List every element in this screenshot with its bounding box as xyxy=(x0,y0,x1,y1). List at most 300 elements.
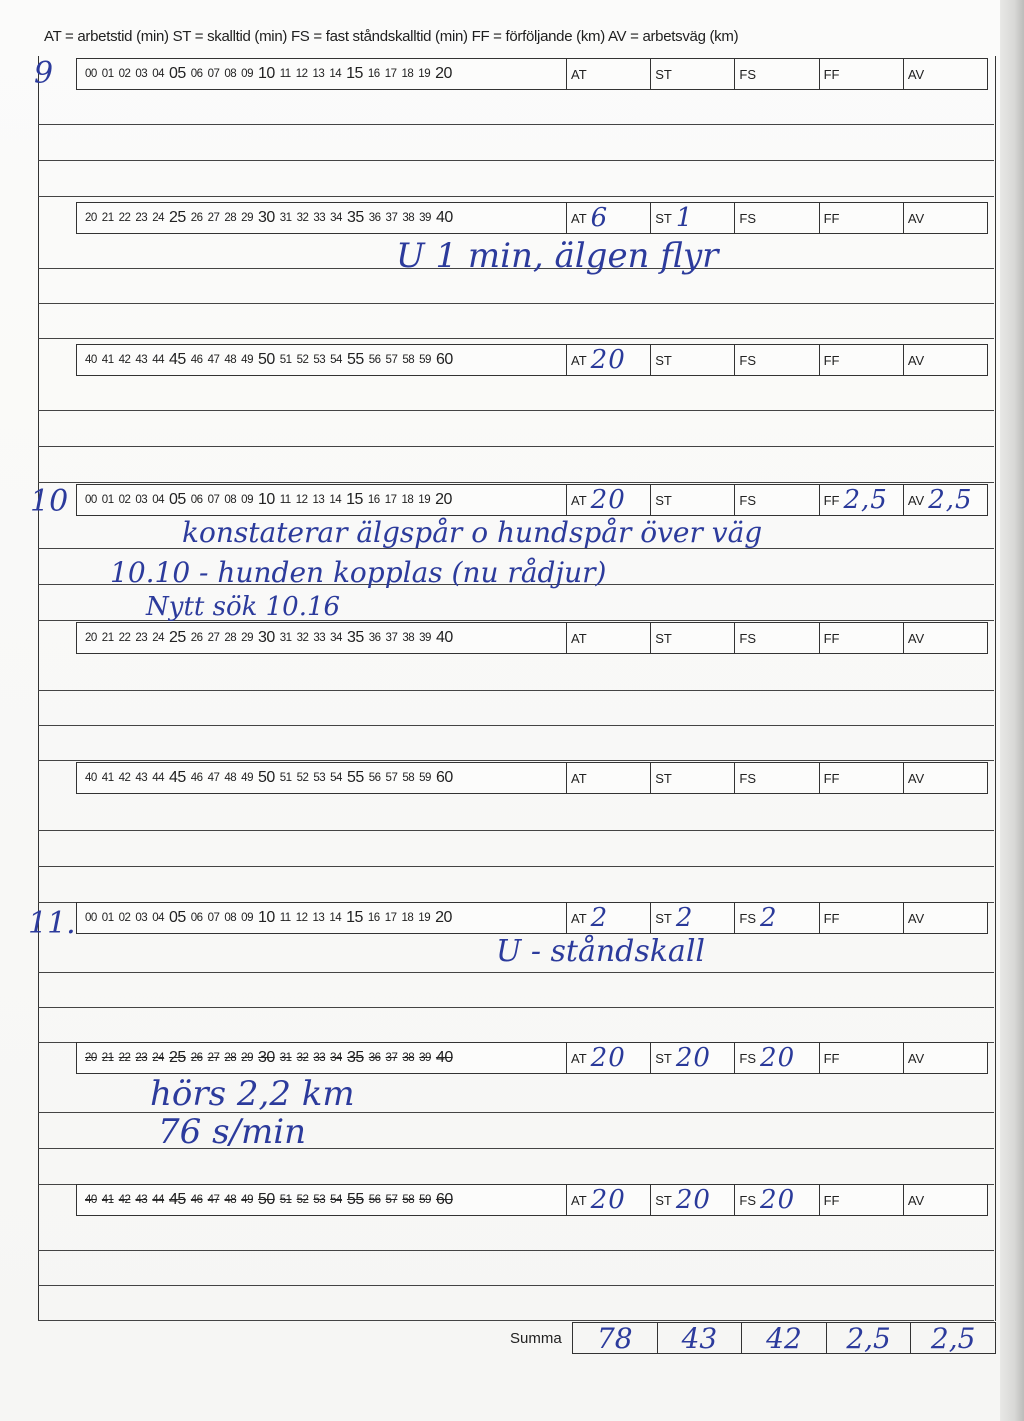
minute-tick: 07 xyxy=(207,494,220,506)
minute-tick: 53 xyxy=(313,354,326,366)
minute-tick: 03 xyxy=(135,912,148,924)
at-value: 6 xyxy=(590,203,609,233)
minute-tick: 25 xyxy=(168,209,186,226)
at-value: 2 xyxy=(590,903,609,933)
minute-tick: 55 xyxy=(346,769,364,786)
fs-label: FS xyxy=(739,492,757,508)
summa-st: 43 xyxy=(658,1323,743,1353)
minute-tick: 22 xyxy=(118,1052,131,1064)
minute-tick: 35 xyxy=(346,1049,364,1066)
minute-tick: 31 xyxy=(279,1052,292,1064)
minute-tick: 16 xyxy=(367,494,380,506)
minute-tick: 17 xyxy=(384,68,397,80)
ff-cell xyxy=(820,485,904,515)
minute-tick: 30 xyxy=(257,629,275,646)
minute-tick: 16 xyxy=(367,68,380,80)
at-cell xyxy=(567,1185,651,1215)
handwritten-note: U 1 min, älgen flyr xyxy=(396,236,719,276)
minute-tick: 11 xyxy=(279,912,291,924)
minute-ticks xyxy=(77,623,567,653)
minute-tick: 57 xyxy=(385,354,398,366)
minute-tick: 06 xyxy=(190,68,203,80)
summa-at: 78 xyxy=(573,1323,658,1353)
handwritten-note: hörs 2,2 km xyxy=(150,1074,355,1114)
time-row-40-60 xyxy=(76,762,988,794)
summa-row xyxy=(572,1322,996,1354)
minute-tick: 01 xyxy=(101,912,114,924)
block-number-10: 10 xyxy=(30,484,69,519)
minute-tick: 46 xyxy=(190,1194,203,1206)
ff-cell xyxy=(820,903,904,933)
minute-tick: 43 xyxy=(135,1194,148,1206)
minute-tick: 44 xyxy=(152,1194,164,1206)
at-cell xyxy=(567,203,651,233)
minute-ticks xyxy=(77,345,567,375)
minute-tick: 17 xyxy=(384,494,397,506)
at-label: AT xyxy=(571,1050,587,1066)
minute-tick: 59 xyxy=(419,772,431,784)
fs-cell xyxy=(735,1043,819,1073)
minute-tick: 04 xyxy=(152,68,164,80)
minute-tick: 47 xyxy=(207,1194,220,1206)
minute-tick: 40 xyxy=(85,1194,97,1206)
minute-tick: 14 xyxy=(329,912,342,924)
st-cell xyxy=(651,1185,735,1215)
rule-line xyxy=(38,196,994,197)
ff-cell xyxy=(820,763,904,793)
minute-tick: 05 xyxy=(168,909,186,926)
rule-line xyxy=(38,482,994,483)
at-cell xyxy=(567,623,651,653)
minute-tick: 10 xyxy=(257,491,275,508)
minute-tick: 08 xyxy=(224,68,237,80)
minute-tick: 08 xyxy=(224,494,237,506)
minute-tick: 22 xyxy=(118,212,131,224)
time-row-40-60 xyxy=(76,1184,988,1216)
st-cell xyxy=(651,203,735,233)
av-cell xyxy=(904,623,987,653)
minute-tick: 02 xyxy=(118,912,131,924)
fs-label: FS xyxy=(739,210,757,226)
minute-tick: 60 xyxy=(435,351,453,368)
minute-tick: 29 xyxy=(241,632,253,644)
handwritten-note: Nytt sök 10.16 xyxy=(146,592,341,622)
minute-tick: 57 xyxy=(385,772,398,784)
minute-ticks xyxy=(77,903,567,933)
st-cell xyxy=(651,623,735,653)
minute-tick: 40 xyxy=(85,354,97,366)
minute-tick: 41 xyxy=(101,1194,114,1206)
paper-edge xyxy=(1000,0,1024,1421)
minute-tick: 13 xyxy=(312,68,325,80)
minute-ticks xyxy=(77,59,567,89)
minute-tick: 40 xyxy=(85,772,97,784)
minute-tick: 20 xyxy=(85,1052,97,1064)
minute-tick: 01 xyxy=(101,68,114,80)
minute-tick: 50 xyxy=(257,351,275,368)
fs-label: FS xyxy=(739,352,757,368)
rule-line xyxy=(38,1285,994,1286)
av-cell xyxy=(904,59,987,89)
at-label: AT xyxy=(571,66,587,82)
minute-tick: 51 xyxy=(279,354,292,366)
at-value: 20 xyxy=(590,345,626,375)
rule-line xyxy=(38,760,994,761)
minute-tick: 15 xyxy=(346,909,363,926)
minute-tick: 36 xyxy=(368,632,381,644)
rule-line xyxy=(38,124,994,125)
minute-ticks xyxy=(77,1043,567,1073)
at-cell xyxy=(567,763,651,793)
minute-tick: 58 xyxy=(402,1194,415,1206)
minute-tick: 45 xyxy=(168,351,186,368)
minute-tick: 23 xyxy=(135,632,148,644)
minute-tick: 20 xyxy=(435,65,452,82)
minute-tick: 04 xyxy=(152,912,164,924)
minute-tick: 39 xyxy=(419,212,431,224)
minute-tick: 00 xyxy=(85,68,97,80)
ff-label: FF xyxy=(823,210,840,226)
minute-tick: 50 xyxy=(257,769,275,786)
minute-tick: 32 xyxy=(296,1052,309,1064)
minute-tick: 54 xyxy=(330,1194,342,1206)
rule-line xyxy=(38,690,994,691)
minute-tick: 26 xyxy=(190,212,203,224)
minute-tick: 20 xyxy=(85,212,97,224)
fs-label: FS xyxy=(739,770,757,786)
rule-line xyxy=(38,410,994,411)
ff-cell xyxy=(820,623,904,653)
rule-line xyxy=(38,725,994,726)
minute-tick: 02 xyxy=(118,494,131,506)
minute-tick: 54 xyxy=(330,354,342,366)
at-label: AT xyxy=(571,630,587,646)
minute-tick: 38 xyxy=(402,632,415,644)
av-label: AV xyxy=(907,492,925,508)
minute-tick: 37 xyxy=(385,1052,398,1064)
minute-tick: 23 xyxy=(135,1052,148,1064)
at-label: AT xyxy=(571,210,587,226)
minute-tick: 21 xyxy=(101,212,114,224)
minute-tick: 36 xyxy=(368,212,381,224)
minute-tick: 33 xyxy=(313,1052,326,1064)
minute-tick: 30 xyxy=(257,209,275,226)
minute-tick: 40 xyxy=(435,629,453,646)
minute-tick: 44 xyxy=(152,772,164,784)
minute-tick: 51 xyxy=(279,1194,292,1206)
minute-tick: 25 xyxy=(168,629,186,646)
minute-tick: 43 xyxy=(135,354,148,366)
rule-line xyxy=(38,446,994,447)
minute-tick: 09 xyxy=(241,68,253,80)
ff-label: FF xyxy=(823,630,840,646)
fs-cell xyxy=(735,485,819,515)
minute-tick: 43 xyxy=(135,772,148,784)
rule-line xyxy=(38,830,994,831)
at-cell xyxy=(567,1043,651,1073)
block-number-11: 11. xyxy=(28,906,76,941)
minute-tick: 05 xyxy=(168,491,186,508)
minute-tick: 55 xyxy=(346,351,364,368)
minute-tick: 23 xyxy=(135,212,148,224)
rule-line xyxy=(38,303,994,304)
at-label: AT xyxy=(571,352,587,368)
st-cell xyxy=(651,903,735,933)
minute-tick: 58 xyxy=(402,354,415,366)
fs-label: FS xyxy=(739,1192,757,1208)
at-label: AT xyxy=(571,492,587,508)
minute-tick: 36 xyxy=(368,1052,381,1064)
minute-tick: 53 xyxy=(313,1194,326,1206)
av-cell xyxy=(904,485,987,515)
minute-tick: 46 xyxy=(190,354,203,366)
fs-cell xyxy=(735,1185,819,1215)
st-value: 20 xyxy=(675,1043,711,1073)
minute-tick: 25 xyxy=(168,1049,186,1066)
minute-tick: 48 xyxy=(224,1194,237,1206)
st-label: ST xyxy=(655,770,672,786)
minute-tick: 55 xyxy=(346,1191,364,1208)
ff-cell xyxy=(820,203,904,233)
st-cell xyxy=(651,59,735,89)
st-cell xyxy=(651,345,735,375)
minute-tick: 02 xyxy=(118,68,131,80)
fs-value: 20 xyxy=(760,1043,796,1073)
rule-line xyxy=(38,338,994,339)
minute-tick: 59 xyxy=(419,354,431,366)
fs-cell xyxy=(735,623,819,653)
minute-tick: 32 xyxy=(296,632,309,644)
fs-label: FS xyxy=(739,1050,757,1066)
at-cell xyxy=(567,485,651,515)
rule-line xyxy=(38,972,994,973)
av-label: AV xyxy=(907,352,925,368)
minute-tick: 49 xyxy=(241,772,253,784)
minute-tick: 18 xyxy=(401,494,414,506)
time-row-0-20 xyxy=(76,58,988,90)
at-cell xyxy=(567,345,651,375)
minute-tick: 26 xyxy=(190,1052,203,1064)
minute-tick: 19 xyxy=(418,494,431,506)
at-label: AT xyxy=(571,1192,587,1208)
av-label: AV xyxy=(907,910,925,926)
minute-tick: 37 xyxy=(385,632,398,644)
minute-tick: 22 xyxy=(118,632,131,644)
st-label: ST xyxy=(655,910,672,926)
minute-tick: 41 xyxy=(101,354,114,366)
handwritten-note: U - ståndskall xyxy=(496,934,706,969)
minute-tick: 42 xyxy=(118,1194,131,1206)
time-row-20-40 xyxy=(76,622,988,654)
minute-tick: 37 xyxy=(385,212,398,224)
fs-label: FS xyxy=(739,630,757,646)
ff-label: FF xyxy=(823,66,840,82)
minute-tick: 08 xyxy=(224,912,237,924)
minute-tick: 54 xyxy=(330,772,342,784)
minute-tick: 41 xyxy=(101,772,114,784)
av-label: AV xyxy=(907,630,925,646)
minute-tick: 53 xyxy=(313,772,326,784)
fs-value: 2 xyxy=(760,903,778,933)
fs-cell xyxy=(735,203,819,233)
at-value: 20 xyxy=(590,1185,626,1215)
minute-tick: 24 xyxy=(152,212,164,224)
minute-tick: 07 xyxy=(207,68,220,80)
minute-tick: 60 xyxy=(435,769,453,786)
minute-tick: 30 xyxy=(257,1049,275,1066)
minute-tick: 59 xyxy=(419,1194,431,1206)
time-row-0-20 xyxy=(76,902,988,934)
minute-tick: 44 xyxy=(152,354,164,366)
minute-tick: 21 xyxy=(101,632,114,644)
minute-tick: 12 xyxy=(295,494,308,506)
minute-tick: 09 xyxy=(241,912,253,924)
minute-ticks xyxy=(77,485,567,515)
at-value: 20 xyxy=(590,1043,626,1073)
minute-tick: 42 xyxy=(118,772,131,784)
at-value: 20 xyxy=(590,485,626,515)
ff-label: FF xyxy=(823,770,840,786)
minute-tick: 40 xyxy=(435,1049,453,1066)
st-cell xyxy=(651,1043,735,1073)
minute-tick: 12 xyxy=(295,912,308,924)
minute-ticks xyxy=(77,203,567,233)
minute-tick: 20 xyxy=(435,909,452,926)
st-value: 1 xyxy=(675,203,694,233)
minute-tick: 18 xyxy=(401,912,414,924)
minute-tick: 12 xyxy=(295,68,308,80)
minute-tick: 47 xyxy=(207,772,220,784)
minute-tick: 11 xyxy=(279,494,291,506)
time-row-20-40 xyxy=(76,1042,988,1074)
fs-value: 20 xyxy=(760,1185,796,1215)
handwritten-note: 10.10 - hunden kopplas (nu rådjur) xyxy=(110,556,607,589)
minute-tick: 15 xyxy=(346,491,363,508)
fs-cell xyxy=(735,345,819,375)
minute-tick: 51 xyxy=(279,772,292,784)
legend: AT = arbetstid (min) ST = skalltid (min) FS = fast ståndskalltid (min) FF = förföljande (km) AV = arbetsväg (km) xyxy=(44,28,739,45)
fs-label: FS xyxy=(739,66,757,82)
summa-fs: 42 xyxy=(742,1323,827,1353)
minute-tick: 01 xyxy=(101,494,114,506)
st-label: ST xyxy=(655,630,672,646)
minute-tick: 33 xyxy=(313,212,326,224)
minute-tick: 15 xyxy=(346,65,363,82)
minute-tick: 18 xyxy=(401,68,414,80)
av-cell xyxy=(904,763,987,793)
av-cell xyxy=(904,903,987,933)
summa-label: Summa xyxy=(510,1330,562,1347)
minute-tick: 39 xyxy=(419,1052,431,1064)
st-value: 2 xyxy=(675,903,694,933)
minute-tick: 52 xyxy=(296,1194,309,1206)
ff-label: FF xyxy=(823,1192,840,1208)
minute-tick: 28 xyxy=(224,1052,237,1064)
minute-tick: 38 xyxy=(402,1052,415,1064)
av-cell xyxy=(904,1043,987,1073)
minute-tick: 28 xyxy=(224,212,237,224)
minute-ticks xyxy=(77,763,567,793)
handwritten-note: 76 s/min xyxy=(158,1112,306,1152)
ff-cell xyxy=(820,345,904,375)
ff-cell xyxy=(820,59,904,89)
st-label: ST xyxy=(655,1192,672,1208)
minute-tick: 46 xyxy=(190,772,203,784)
ff-value: 2,5 xyxy=(843,485,888,515)
ff-cell xyxy=(820,1043,904,1073)
av-label: AV xyxy=(907,770,925,786)
st-label: ST xyxy=(655,66,672,82)
minute-tick: 35 xyxy=(346,629,364,646)
ff-label: FF xyxy=(823,352,840,368)
ff-label: FF xyxy=(823,1050,840,1066)
minute-tick: 52 xyxy=(296,772,309,784)
minute-tick: 31 xyxy=(279,212,292,224)
minute-tick: 31 xyxy=(279,632,292,644)
minute-tick: 45 xyxy=(168,769,186,786)
minute-tick: 03 xyxy=(135,68,148,80)
minute-tick: 52 xyxy=(296,354,309,366)
fs-cell xyxy=(735,763,819,793)
minute-tick: 20 xyxy=(435,491,452,508)
st-label: ST xyxy=(655,352,672,368)
at-cell xyxy=(567,59,651,89)
at-label: AT xyxy=(571,910,587,926)
minute-tick: 48 xyxy=(224,772,237,784)
minute-tick: 10 xyxy=(257,65,275,82)
minute-tick: 56 xyxy=(368,772,381,784)
minute-tick: 14 xyxy=(329,494,342,506)
minute-tick: 17 xyxy=(384,912,397,924)
minute-tick: 26 xyxy=(190,632,203,644)
minute-tick: 19 xyxy=(418,68,431,80)
minute-tick: 14 xyxy=(329,68,342,80)
minute-tick: 27 xyxy=(207,632,220,644)
minute-tick: 56 xyxy=(368,354,381,366)
st-value: 20 xyxy=(675,1185,711,1215)
rule-line xyxy=(38,1250,994,1251)
rule-line xyxy=(38,1007,994,1008)
minute-tick: 35 xyxy=(346,209,364,226)
minute-tick: 29 xyxy=(241,1052,253,1064)
summa-av: 2,5 xyxy=(930,1321,976,1355)
minute-tick: 40 xyxy=(435,209,453,226)
fs-cell xyxy=(735,903,819,933)
minute-tick: 32 xyxy=(296,212,309,224)
minute-tick: 34 xyxy=(330,632,342,644)
st-cell xyxy=(651,485,735,515)
minute-tick: 47 xyxy=(207,354,220,366)
minute-tick: 48 xyxy=(224,354,237,366)
minute-tick: 27 xyxy=(207,212,220,224)
rule-line xyxy=(38,160,994,161)
minute-tick: 07 xyxy=(207,912,220,924)
time-row-0-20 xyxy=(76,484,988,516)
minute-tick: 60 xyxy=(435,1191,453,1208)
ff-label: FF xyxy=(823,492,840,508)
minute-ticks xyxy=(77,1185,567,1215)
minute-tick: 42 xyxy=(118,354,131,366)
minute-tick: 13 xyxy=(312,494,325,506)
minute-tick: 38 xyxy=(402,212,415,224)
minute-tick: 39 xyxy=(419,632,431,644)
minute-tick: 50 xyxy=(257,1191,275,1208)
av-cell xyxy=(904,1185,987,1215)
st-label: ST xyxy=(655,210,672,226)
minute-tick: 06 xyxy=(190,912,203,924)
time-row-20-40 xyxy=(76,202,988,234)
av-cell xyxy=(904,345,987,375)
